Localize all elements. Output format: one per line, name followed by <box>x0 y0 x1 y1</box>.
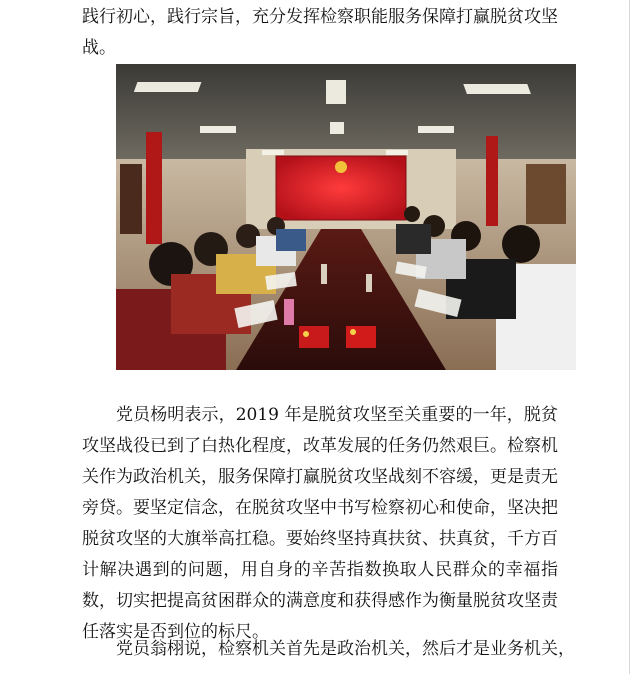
emblem-icon <box>335 161 347 173</box>
text-line: 数，切实把提高贫困群众的满意度和获得感作为衡量脱贫攻坚责 <box>82 591 558 611</box>
meeting-photo <box>116 64 576 370</box>
text-line: 党员杨明表示，2019 年是脱贫攻坚至关重要的一年，脱贫 <box>116 405 558 425</box>
text-line: 攻坚战役已到了白热化程度，改革发展的任务仍然艰巨。检察机 <box>82 436 558 456</box>
text-line: 计解决遇到的问题，用自身的辛苦指数换取人民群众的幸福指 <box>82 560 558 580</box>
page-edge-divider <box>629 0 630 674</box>
text-line: 脱贫攻坚的大旗举高扛稳。要始终坚持真扶贫、扶真贫，千方百 <box>82 529 558 549</box>
text-line: 旁贷。要坚定信念，在脱贫攻坚中书写检察初心和使命，坚决把 <box>82 498 558 518</box>
meeting-room-illustration <box>116 64 576 370</box>
text-line: 关作为政治机关，服务保障打赢脱贫攻坚战刻不容缓，更是责无 <box>82 467 558 487</box>
text-line: 党员翁栩说，检察机关首先是政治机关，然后才是业务机关， <box>116 639 575 659</box>
paragraph-2 <box>82 400 558 648</box>
text-line: 践行初心，践行宗旨，充分发挥检察职能服务保障打赢脱贫攻坚 <box>82 7 558 27</box>
text-line: 战。 <box>82 38 116 58</box>
paragraph-1 <box>82 2 558 64</box>
party-flag-icon <box>299 326 329 348</box>
national-flag-icon <box>346 326 376 348</box>
text-line: 任落实是否到位的标尺。 <box>82 622 269 642</box>
paragraph-3 <box>82 634 575 665</box>
